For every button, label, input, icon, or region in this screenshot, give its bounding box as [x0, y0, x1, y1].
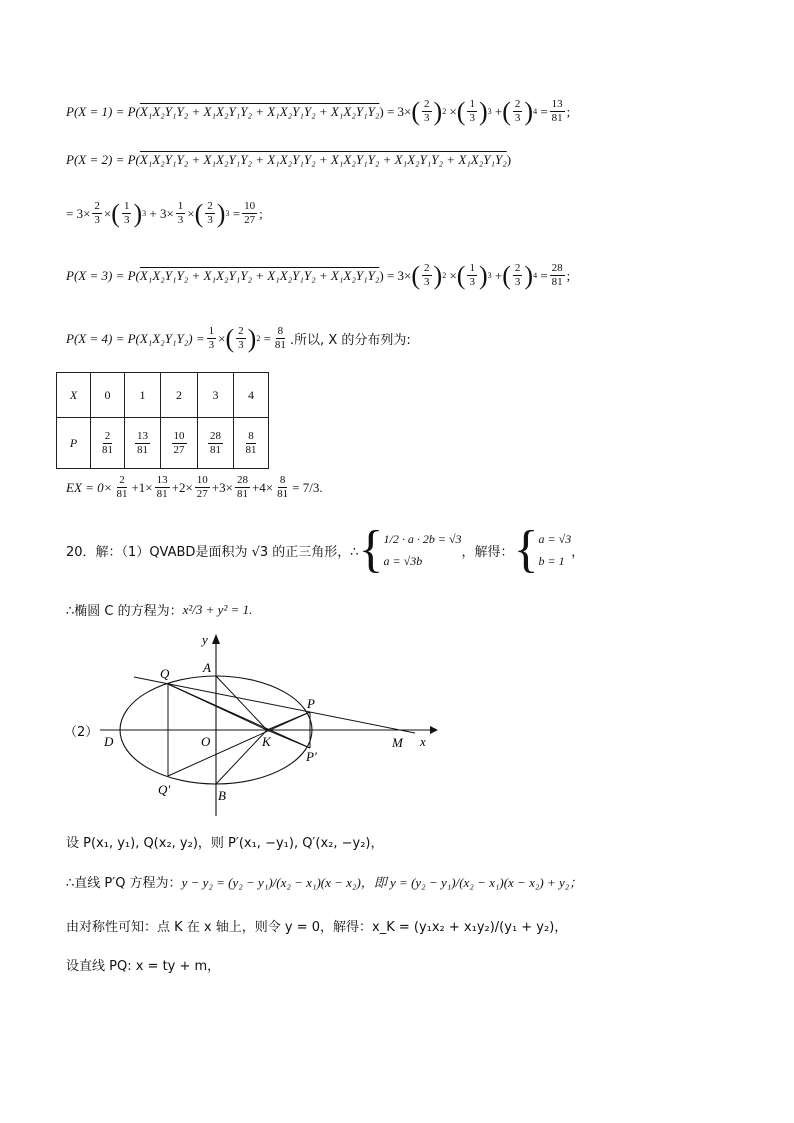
y-axis-arrow — [212, 634, 220, 644]
eq-px1-mid: ) = 3× — [379, 103, 412, 119]
table-cell: $\frac{13}{81}$ — [125, 418, 161, 469]
eq-px4: P(X = 4) = P(X₁X₂Y₁Y₂) = $\frac{1}{3}$ × ( $\frac{2}{3}$ ) 2 = $\frac{8}{81}$ .所以, X 的分布列为: — [66, 323, 411, 353]
eq-px4-tail: .所以, X 的分布列为: — [289, 333, 411, 348]
label-m: M — [392, 735, 403, 750]
table-cell: 3 — [198, 373, 234, 418]
eq-px1-terms: X₁X₂Y₁Y₂ + X₁X₂Y₁Y₂ + X₁X₂Y₁Y₂ + X₁X₂Y₁Y₂ — [139, 103, 380, 119]
eq-px3: P(X = 3) = P( X₁X₂Y₁Y₂ + X₁X₂Y₁Y₂ + X₁X₂Y₁Y₂ + X₁X₂Y₁Y₂ ) = 3× ( $\frac{2}{3}$ ) 2 × ( $\frac{1}{3}$ ) 3 + ( $\frac{2}{3}$ ) 4 = $\frac{28}{81}$ ; — [66, 260, 571, 290]
table-cell: $\frac{28}{81}$ — [198, 418, 234, 469]
table-cell: $\frac{10}{27}$ — [161, 418, 198, 469]
eq-px4-result: $\frac{8}{81}$ — [274, 325, 286, 351]
eq-px2-terms: X₁X₂Y₁Y₂ + X₁X₂Y₁Y₂ + X₁X₂Y₁Y₂ + X₁X₂Y₁Y₂ + X₁X₂Y₁Y₂ + X₁X₂Y₁Y₂ — [139, 152, 507, 167]
eq-px3-terms: X₁X₂Y₁Y₂ + X₁X₂Y₁Y₂ + X₁X₂Y₁Y₂ + X₁X₂Y₁Y₂ — [139, 267, 380, 283]
eq-px1-result: $\frac{13}{81}$ — [551, 98, 563, 124]
label-a: A — [203, 660, 211, 675]
table-row — [57, 373, 269, 418]
expectation-line: EX = 0× $\frac{2}{81}$ +1× $\frac{13}{81}$ +2× $\frac{10}{27}$ +3× $\frac{28}{81}$ +4× $\frac{8}{81}$ = 7/3. — [66, 474, 323, 500]
problem-20-line: 20．解：（1） QVABD是面积为 √3 的正三角形，∴ { 1/2 · a · 2b = √3 a = √3b ，解得： { a = √3 b = 1 ， — [66, 521, 585, 578]
table-cell: $\frac{8}{81}$ — [234, 418, 269, 469]
eq-px2-cont-lhs: = 3× — [66, 205, 91, 221]
p20-solve: ，解得： — [461, 544, 514, 560]
line-qp-prime — [168, 684, 310, 748]
label-q-prime: Q′ — [158, 782, 171, 797]
ellipse-figure — [100, 630, 440, 820]
eq-px2: P(X = 2) = P( X₁X₂Y₁Y₂ + X₁X₂Y₁Y₂ + X₁X₂Y₁Y₂ + X₁X₂Y₁Y₂ + X₁X₂Y₁Y₂ + X₁X₂Y₁Y₂ ) — [66, 152, 512, 167]
label-o: O — [201, 734, 211, 749]
text-line-3: 由对称性可知：点 K 在 x 轴上，则令 y = 0，解得：x_K = (y₁x₂ + x₁y₂)/(y₁ + y₂)， — [66, 920, 568, 935]
eq-px3-mid: ) = 3× — [379, 267, 412, 283]
line-qm — [134, 677, 415, 733]
label-b: B — [218, 788, 226, 803]
p20-head: 20．解：（1） — [66, 544, 150, 560]
eq-px3-result: $\frac{28}{81}$ — [551, 262, 563, 288]
ex-lhs: EX = 0× — [66, 479, 113, 495]
x-axis-arrow — [430, 726, 438, 734]
label-d: D — [104, 734, 114, 749]
table-cell: X — [57, 373, 91, 418]
p20-system-1: 1/2 · a · 2b = √3 a = √3b — [383, 532, 462, 568]
eq-px1: P(X = 1) = P( X₁X₂Y₁Y₂ + X₁X₂Y₁Y₂ + X₁X₂Y₁Y₂ + X₁X₂Y₁Y₂ ) = 3× ( $\frac{2}{3}$ ) 2 × ( $\frac{1}{3}$ ) 3 + ( $\frac{2}{3}$ ) 4 = $\frac{13}{81}$ ; — [66, 96, 571, 126]
eq-px1-lhs: P(X = 1) = P( — [66, 103, 140, 119]
text-line-2: ∴直线 P′Q 方程为： y − y₂ = (y₂ − y₁)/(x₂ − x₁)(x − x₂)，即 y = (y₂ − y₁)/(x₂ − x₁)(x − x₂) + y₂； — [66, 875, 583, 891]
text-line-4: 设直线 PQ: x = ty + m， — [66, 959, 221, 974]
table-row — [57, 418, 269, 469]
distribution-table — [56, 372, 269, 469]
eq-px3-lhs: P(X = 3) = P( — [66, 267, 140, 283]
ex-result: = 7/3. — [292, 479, 323, 495]
text-line-1: 设 P(x₁, y₁), Q(x₂, y₂)，则 P′(x₁, −y₁), Q′(x₂, −y₂)， — [66, 836, 384, 851]
label-k: K — [262, 734, 271, 749]
line-ak — [216, 676, 267, 730]
line-q-prime-p — [168, 712, 310, 776]
ellipse-eq-prefix: ∴椭圆 C 的方程为： — [66, 604, 183, 619]
label-x: x — [420, 734, 426, 749]
label-p-prime: P′ — [306, 749, 317, 764]
table-cell: $\frac{2}{81}$ — [91, 418, 125, 469]
table-cell: P — [57, 418, 91, 469]
label-y: y — [202, 632, 208, 647]
line-kp-prime — [267, 730, 310, 748]
ellipse-eq: x²/3 + y² = 1. — [182, 601, 253, 617]
eq-px2-result: $\frac{10}{27}$ — [244, 200, 256, 226]
p20-system-2: a = √3 b = 1 — [538, 532, 572, 568]
table-cell: 1 — [125, 373, 161, 418]
eq-px2-cont: = 3× $\frac{2}{3}$ × ( $\frac{1}{3}$ ) 3 + 3× $\frac{1}{3}$ × ( $\frac{2}{3}$ ) 3 = $\frac{10}{27}$ ; — [66, 198, 263, 228]
line-bk — [216, 730, 267, 784]
label-p: P — [307, 696, 315, 711]
eq-px4-lhs: P(X = 4) = P(X₁X₂Y₁Y₂) = — [66, 330, 205, 346]
table-cell: 0 — [91, 373, 125, 418]
table-cell: 2 — [161, 373, 198, 418]
p20-cond: QVABD是面积为 √3 的正三角形，∴ — [149, 544, 359, 560]
label-q: Q — [160, 666, 170, 681]
part-2-label: （2） — [64, 725, 99, 740]
table-cell: 4 — [234, 373, 269, 418]
eq-px2-lhs: P(X = 2) = P( — [66, 152, 140, 167]
ellipse-equation-line — [66, 600, 252, 619]
line-kp — [267, 712, 310, 730]
